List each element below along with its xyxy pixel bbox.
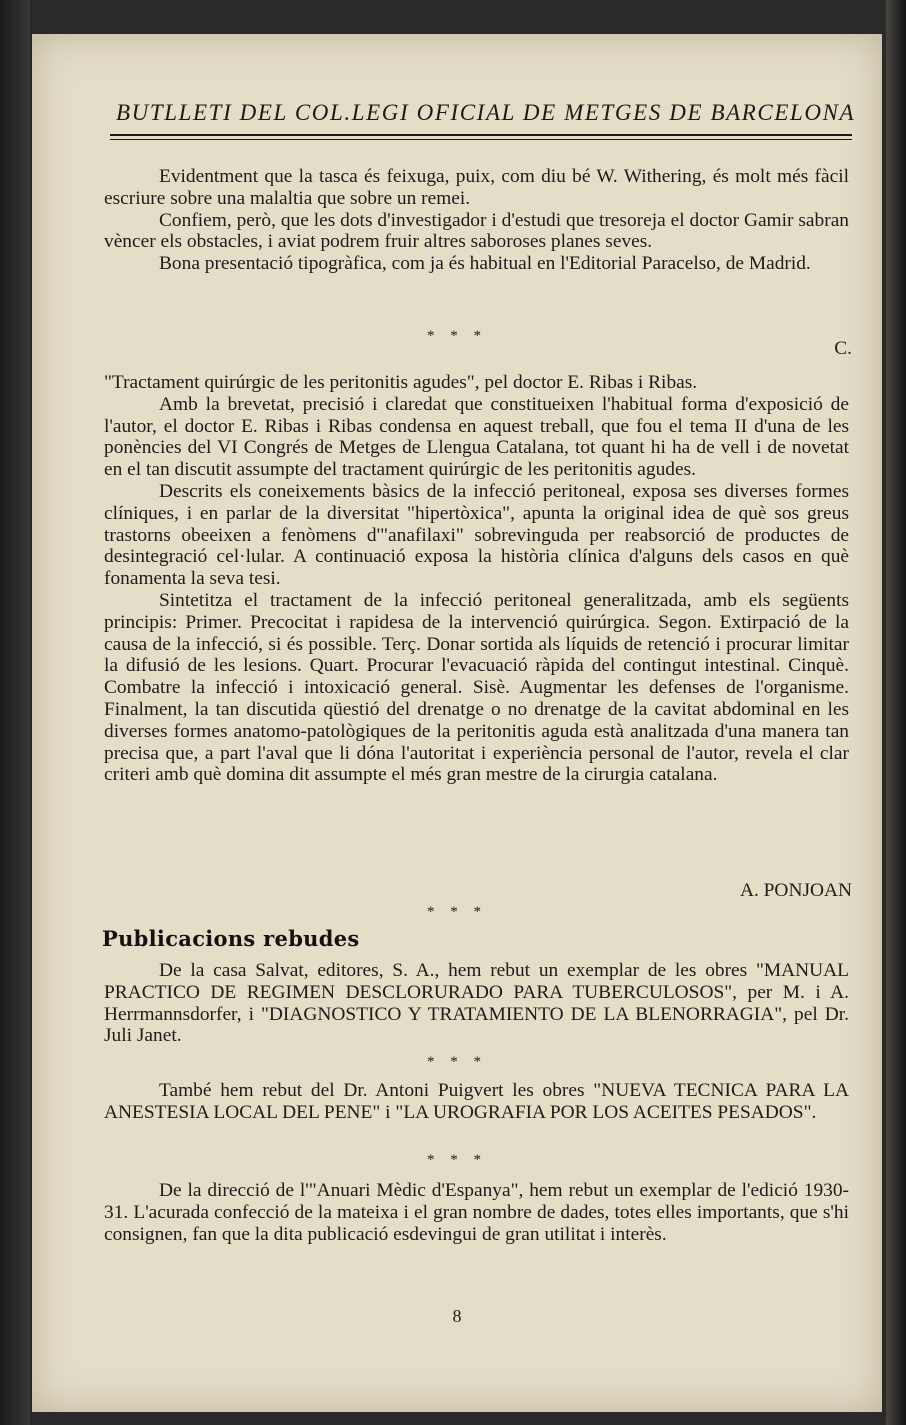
review-1 <box>104 166 849 275</box>
scan-right-edge <box>886 0 906 1425</box>
paragraph: Amb la brevetat, precisió i claredat que constitueixen l'habitual forma d'exposició de l'autor, el doctor E. Ribas i Ribas condensa en aquest treball, que fou el tema II d'una de les ponències del VI Congrés de Metges de Llengua Catalana, tot quant hi ha de vell i de novetat en el tan discutit assumpte del tractament quirúrgic de les peritonitis agudes. <box>104 393 849 481</box>
document-page <box>32 34 882 1412</box>
separator-stars: * * * <box>427 1054 487 1070</box>
running-header: BUTLLETI DEL COL.LEGI OFICIAL DE METGES DE BARCELONA <box>116 100 856 125</box>
paragraph: Sintetitza el tractament de la infecció peritoneal generalitzada, amb els següents principis: Primer. Precocitat i rapidesa de la intervenció quirúrgica. Segon. Extirpació de la causa de la infecció, si és possible. Terç. Donar sortida als líquids de retenció i procurar limitar la difusió de les lesions. Quart. Procurar l'evacuació ràpida del contingut intestinal. Cinquè. Combatre la infecció i intoxicació general. Sisè. Augmentar les defenses de l'organisme. Finalment, la tan discutida qüestió del drenatge o no drenatge de la cavitat abdominal en les diverses formes anatomo-patològiques de la peritonitis aguda està analitzada d'una manera tan precisa que, a part l'aval que li dóna l'autoritat i experiència personal de l'autor, revela el clar criteri amb què domina dit assumpte el més gran mestre de la cirurgia catalana. <box>104 589 849 786</box>
page-number: 8 <box>452 1306 462 1326</box>
separator-stars: * * * <box>427 1152 487 1168</box>
signature: C. <box>834 338 852 359</box>
signature: A. PONJOAN <box>739 880 852 901</box>
paragraph: De la direcció de l'"Anuari Mèdic d'Espanya", hem rebut un exemplar de l'edició 1930-31. L'acurada confecció de la mateixa i el gran nombre de dades, totes elles importants, que s'hi consignen, fan que la dita publicació esdevingui de gran utilitat i interès. <box>104 1180 849 1245</box>
review-title: "Tractament quirúrgic de les peritonitis agudes", pel doctor E. Ribas i Ribas. <box>104 372 698 393</box>
publication-item <box>104 1080 849 1124</box>
section-heading: Publicacions rebudes <box>102 926 360 951</box>
scan-left-edge <box>0 0 30 1425</box>
paragraph: Descrits els coneixements bàsics de la infecció peritoneal, exposa ses diverses formes clíniques, i en parlar de la diversitat "hipertòxica", apunta la original idea de què sos greus trastorns obeeixen a fenòmens d'"anafilaxi" sobrevinguda per reabsorció de productes de desintegració cel·lular. A continuació exposa la història clínica d'alguns dels casos en què fonamenta la seva tesi. <box>104 480 849 590</box>
separator-stars: * * * <box>427 904 487 920</box>
publication-item <box>104 960 849 1047</box>
paragraph: També hem rebut del Dr. Antoni Puigvert les obres "NUEVA TECNICA PARA LA ANESTESIA LOCAL DEL PENE" i "LA UROGRAFIA POR LOS ACEITES PESADOS". <box>104 1080 849 1123</box>
header-rule-thin <box>110 139 852 140</box>
paragraph: Confiem, però, que les dots d'investigador i d'estudi que tresoreja el doctor Gamir sabran vèncer els obstacles, i aviat podrem fruir altres saboroses planes seves. <box>104 209 849 253</box>
paragraph: Bona presentació tipogràfica, com ja és habitual en l'Editorial Paracelso, de Madrid. <box>159 253 811 275</box>
separator-stars: * * * <box>427 328 487 344</box>
publication-item <box>104 1180 849 1245</box>
paragraph: De la casa Salvat, editores, S. A., hem rebut un exemplar de les obres "MANUAL PRACTICO DE REGIMEN DESCLORURADO PARA TUBERCULOSOS", per M. i A. Herrmannsdorfer, i "DIAGNOSTICO Y TRATAMIENTO DE LA BLENORRAGIA", pel Dr. Juli Janet. <box>104 960 849 1047</box>
review-2 <box>104 372 849 786</box>
header-rule <box>110 134 852 136</box>
paragraph: Evidentment que la tasca és feixuga, puix, com diu bé W. Withering, és molt més fàcil escriure sobre una malaltia que sobre un remei. <box>104 166 849 209</box>
